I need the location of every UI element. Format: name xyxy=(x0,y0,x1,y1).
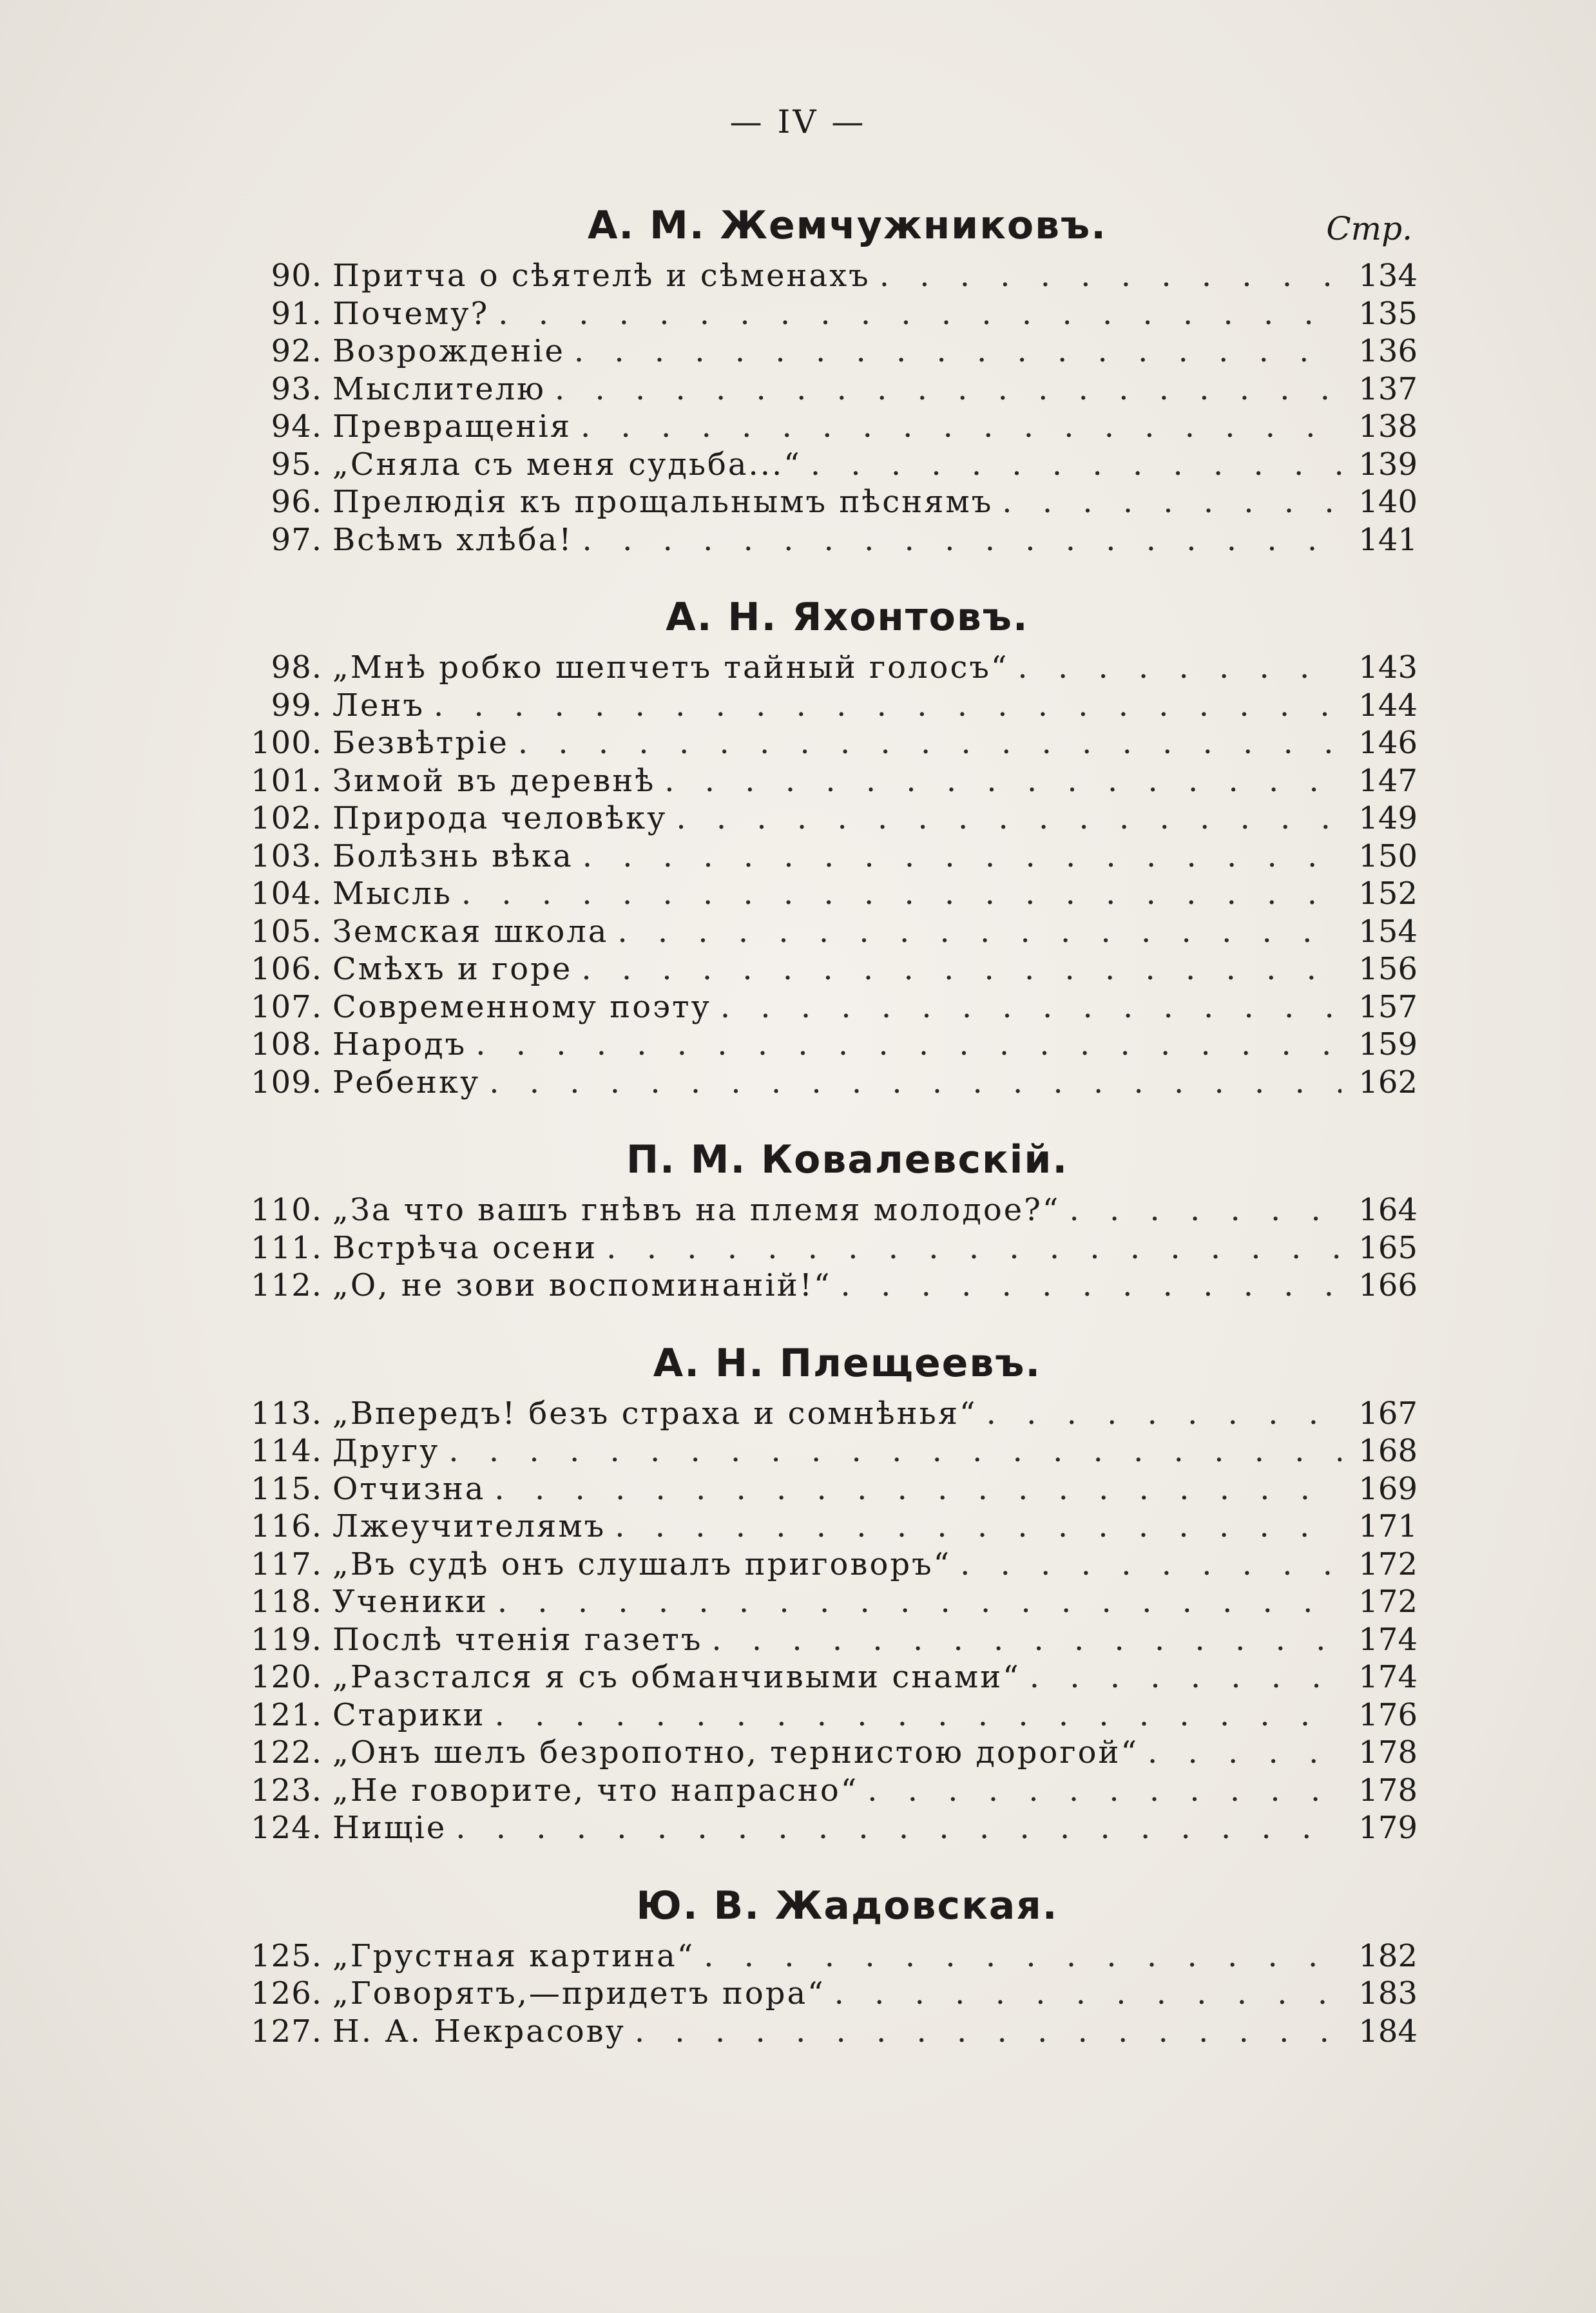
dot-leader xyxy=(488,1584,1341,1620)
toc-entry xyxy=(238,1471,1418,1509)
dot-leader xyxy=(825,1975,1341,2011)
entry-number: 127. xyxy=(251,2013,322,2049)
toc-entry xyxy=(238,1396,1418,1434)
toc-entry xyxy=(238,1772,1418,1810)
toc-entry xyxy=(238,408,1418,446)
entry-page-number: 179 xyxy=(1358,1810,1418,1846)
dot-leader xyxy=(466,1026,1341,1062)
entry-title: Встрѣча осени xyxy=(332,1229,598,1266)
dot-leader xyxy=(702,1622,1341,1658)
toc-entry xyxy=(238,484,1418,522)
entry-page-number: 168 xyxy=(1358,1433,1418,1469)
entry-title: Зимой въ деревнѣ xyxy=(332,762,656,799)
entry-number: 97. xyxy=(271,521,322,558)
entry-number: 93. xyxy=(271,370,322,407)
entry-title: Возрожденіе xyxy=(332,333,565,369)
entry-number: 115. xyxy=(251,1470,322,1507)
entry-title: Земская школа xyxy=(332,913,609,950)
entry-number: 122. xyxy=(251,1734,322,1771)
entry-number: 102. xyxy=(251,800,322,836)
entry-page-number: 174 xyxy=(1358,1621,1418,1658)
entry-title: „Не говорите, что напрасно“ xyxy=(332,1772,859,1809)
entry-title: Старики xyxy=(332,1696,486,1733)
author-name: П. М. Ковалевскій. xyxy=(626,1137,1069,1182)
section-heading xyxy=(238,585,1418,649)
dot-leader xyxy=(1060,1192,1341,1228)
entry-number: 108. xyxy=(251,1026,322,1062)
author-name: Ю. В. Жадовская. xyxy=(636,1883,1059,1928)
entry-number: 103. xyxy=(251,838,322,874)
entry-title: Болѣзнь вѣка xyxy=(332,838,573,874)
entry-page-number: 157 xyxy=(1358,988,1418,1025)
entry-page-number: 140 xyxy=(1358,484,1418,520)
entry-number: 95. xyxy=(271,446,322,483)
entry-page-number: 164 xyxy=(1358,1192,1418,1228)
dot-leader xyxy=(573,838,1341,874)
entry-number: 112. xyxy=(251,1267,322,1303)
dot-leader xyxy=(1139,1734,1341,1771)
entry-page-number: 182 xyxy=(1358,1937,1418,1974)
dot-leader xyxy=(565,333,1341,369)
entry-page-number: 154 xyxy=(1358,913,1418,950)
toc-entry xyxy=(238,1508,1418,1546)
entry-number: 124. xyxy=(251,1810,322,1846)
entry-number: 100. xyxy=(251,725,322,761)
dot-leader xyxy=(486,1697,1341,1733)
entry-page-number: 166 xyxy=(1358,1267,1418,1303)
entry-number: 96. xyxy=(271,484,322,520)
toc-entry xyxy=(238,1026,1418,1064)
entry-number: 117. xyxy=(251,1546,322,1582)
dot-leader xyxy=(452,876,1341,912)
entry-number: 116. xyxy=(251,1508,322,1544)
toc-entry xyxy=(238,1230,1418,1268)
dot-leader xyxy=(480,1064,1341,1100)
entry-title: „Онъ шелъ безропотно, тернистою дорогой“ xyxy=(332,1734,1139,1771)
dot-leader xyxy=(439,1433,1341,1469)
entry-page-number: 141 xyxy=(1358,521,1418,558)
entry-title: Народъ xyxy=(332,1026,467,1062)
entry-title: Ребенку xyxy=(332,1064,481,1100)
dot-leader xyxy=(695,1938,1341,1974)
entry-number: 125. xyxy=(251,1937,322,1974)
entry-number: 111. xyxy=(251,1229,322,1266)
entry-title: „Разстался я съ обманчивыми снами“ xyxy=(332,1659,1021,1695)
entry-title: Превращенія xyxy=(332,408,572,445)
entry-title: Притча о сѣятелѣ и сѣменахъ xyxy=(332,258,870,294)
entry-number: 91. xyxy=(271,295,322,332)
dot-leader xyxy=(572,951,1341,987)
entry-number: 98. xyxy=(271,649,322,686)
dot-leader xyxy=(572,408,1341,445)
section-heading xyxy=(238,1874,1418,1938)
table-of-contents xyxy=(238,193,1418,2051)
entry-number: 113. xyxy=(251,1395,322,1432)
toc-entry xyxy=(238,876,1418,914)
entry-page-number: 150 xyxy=(1358,838,1418,874)
toc-entry xyxy=(238,2013,1418,2051)
entry-title: Смѣхъ и горе xyxy=(332,951,573,987)
dot-leader xyxy=(1021,1659,1341,1695)
entry-page-number: 135 xyxy=(1358,295,1418,332)
dot-leader xyxy=(489,296,1341,332)
dot-leader xyxy=(606,1508,1341,1544)
entry-title: Мыслителю xyxy=(332,370,546,407)
entry-title: Нищіе xyxy=(332,1810,447,1846)
toc-entry xyxy=(238,951,1418,989)
entry-page-number: 167 xyxy=(1358,1395,1418,1432)
entry-page-number: 171 xyxy=(1358,1508,1418,1544)
entry-page-number: 139 xyxy=(1358,446,1418,483)
entry-number: 120. xyxy=(251,1659,322,1695)
entry-title: „Мнѣ робко шепчетъ тайный голосъ“ xyxy=(332,649,1009,686)
dot-leader xyxy=(608,914,1341,950)
entry-page-number: 169 xyxy=(1358,1470,1418,1507)
entry-page-number: 138 xyxy=(1358,408,1418,445)
toc-entry xyxy=(238,1584,1418,1622)
entry-number: 110. xyxy=(251,1192,322,1228)
dot-leader xyxy=(546,371,1341,407)
entry-page-number: 172 xyxy=(1358,1546,1418,1582)
entry-number: 106. xyxy=(251,951,322,987)
dot-leader xyxy=(597,1230,1341,1266)
toc-entry xyxy=(238,800,1418,838)
toc-entry xyxy=(238,1734,1418,1772)
toc-entry xyxy=(238,989,1418,1027)
entry-title: Безвѣтріе xyxy=(332,725,509,761)
dot-leader xyxy=(1008,649,1341,686)
entry-number: 123. xyxy=(251,1772,322,1809)
entry-page-number: 152 xyxy=(1358,876,1418,912)
toc-entry xyxy=(238,1697,1418,1735)
toc-entry xyxy=(238,371,1418,409)
entry-page-number: 183 xyxy=(1358,1975,1418,2011)
entry-number: 104. xyxy=(251,876,322,912)
dot-leader xyxy=(870,258,1341,294)
entry-title: „Сняла съ меня судьба...“ xyxy=(332,446,802,483)
entry-page-number: 176 xyxy=(1358,1696,1418,1733)
entry-number: 119. xyxy=(251,1621,322,1658)
page-column-label: Стр. xyxy=(1326,210,1412,247)
dot-leader xyxy=(711,989,1341,1025)
entry-title: „За что вашъ гнѣвъ на племя молодое?“ xyxy=(332,1192,1061,1228)
entry-title: Лжеучителямъ xyxy=(332,1508,606,1544)
entry-title: Послѣ чтенія газетъ xyxy=(332,1621,703,1658)
entry-title: „Грустная картина“ xyxy=(332,1937,695,1974)
entry-title: „Въ судѣ онъ слушалъ приговоръ“ xyxy=(332,1546,952,1582)
entry-page-number: 143 xyxy=(1358,649,1418,686)
entry-page-number: 134 xyxy=(1358,258,1418,294)
author-name: А. М. Жемчужниковъ. xyxy=(588,203,1107,248)
entry-title: „О, не зови воспоминаній!“ xyxy=(332,1267,832,1303)
entry-title: Другу xyxy=(332,1433,440,1469)
toc-entry xyxy=(238,1064,1418,1102)
toc-entry xyxy=(238,1659,1418,1697)
entry-page-number: 165 xyxy=(1358,1229,1418,1266)
section-heading xyxy=(238,193,1418,258)
entry-number: 118. xyxy=(251,1584,322,1620)
author-name: А. Н. Яхонтовъ. xyxy=(666,595,1029,640)
entry-page-number: 136 xyxy=(1358,333,1418,369)
author-name: А. Н. Плещеевъ. xyxy=(653,1340,1042,1386)
entry-page-number: 159 xyxy=(1358,1026,1418,1062)
entry-title: Отчизна xyxy=(332,1470,486,1507)
toc-entry xyxy=(238,1433,1418,1471)
entry-number: 90. xyxy=(271,258,322,294)
dot-leader xyxy=(858,1772,1341,1809)
entry-number: 101. xyxy=(251,762,322,799)
dot-leader xyxy=(655,763,1341,799)
dot-leader xyxy=(977,1396,1341,1432)
dot-leader xyxy=(832,1267,1341,1303)
dot-leader xyxy=(667,800,1341,836)
toc-entry xyxy=(238,1192,1418,1230)
toc-entry xyxy=(238,649,1418,687)
toc-entry xyxy=(238,1267,1418,1305)
dot-leader xyxy=(626,2013,1341,2049)
entry-page-number: 149 xyxy=(1358,800,1418,836)
toc-entry xyxy=(238,333,1418,371)
entry-title: Ученики xyxy=(332,1584,488,1620)
entry-title: „Говорятъ,—придетъ пора“ xyxy=(332,1975,825,2011)
entry-page-number: 156 xyxy=(1358,951,1418,987)
entry-title: Ленъ xyxy=(332,687,425,724)
entry-title: Природа человѣку xyxy=(332,800,668,836)
toc-entry xyxy=(238,1546,1418,1584)
toc-entry xyxy=(238,1810,1418,1848)
entry-page-number: 147 xyxy=(1358,762,1418,799)
entry-number: 121. xyxy=(251,1696,322,1733)
dot-leader xyxy=(951,1546,1341,1582)
dot-leader xyxy=(573,522,1341,558)
toc-entry xyxy=(238,763,1418,801)
dot-leader xyxy=(447,1810,1341,1846)
toc-entry xyxy=(238,1938,1418,1976)
dot-leader xyxy=(485,1471,1341,1507)
entry-number: 107. xyxy=(251,988,322,1025)
entry-title: Прелюдія къ прощальнымъ пѣснямъ xyxy=(332,484,994,520)
entry-number: 126. xyxy=(251,1975,322,2011)
entry-page-number: 174 xyxy=(1358,1659,1418,1695)
entry-title: Современному поэту xyxy=(332,988,711,1025)
section-heading xyxy=(238,1331,1418,1396)
entry-number: 105. xyxy=(251,913,322,950)
toc-entry xyxy=(238,725,1418,763)
toc-entry xyxy=(238,258,1418,296)
dot-leader xyxy=(425,687,1341,724)
entry-page-number: 146 xyxy=(1358,725,1418,761)
dot-leader xyxy=(802,446,1341,483)
section-heading xyxy=(238,1128,1418,1192)
page-folio: — IV — xyxy=(729,103,867,140)
entry-title: Почему? xyxy=(332,295,490,332)
dot-leader xyxy=(509,725,1341,761)
entry-number: 114. xyxy=(251,1433,322,1469)
entry-number: 109. xyxy=(251,1064,322,1100)
entry-page-number: 162 xyxy=(1358,1064,1418,1100)
toc-entry xyxy=(238,1975,1418,2013)
toc-entry xyxy=(238,446,1418,485)
entry-title: Мысль xyxy=(332,876,452,912)
toc-entry xyxy=(238,687,1418,725)
entry-page-number: 172 xyxy=(1358,1584,1418,1620)
toc-entry xyxy=(238,1622,1418,1660)
entry-number: 94. xyxy=(271,408,322,445)
entry-number: 92. xyxy=(271,333,322,369)
toc-entry xyxy=(238,522,1418,560)
entry-page-number: 144 xyxy=(1358,687,1418,724)
entry-title: Н. А. Некрасову xyxy=(332,2013,626,2049)
toc-entry xyxy=(238,914,1418,952)
entry-title: Всѣмъ хлѣба! xyxy=(332,521,573,558)
entry-page-number: 178 xyxy=(1358,1734,1418,1771)
entry-title: „Впередъ! безъ страха и сомнѣнья“ xyxy=(332,1395,977,1432)
toc-entry xyxy=(238,296,1418,334)
entry-page-number: 137 xyxy=(1358,370,1418,407)
entry-page-number: 184 xyxy=(1358,2013,1418,2049)
toc-entry xyxy=(238,838,1418,876)
entry-number: 99. xyxy=(271,687,322,724)
entry-page-number: 178 xyxy=(1358,1772,1418,1809)
dot-leader xyxy=(993,484,1341,520)
